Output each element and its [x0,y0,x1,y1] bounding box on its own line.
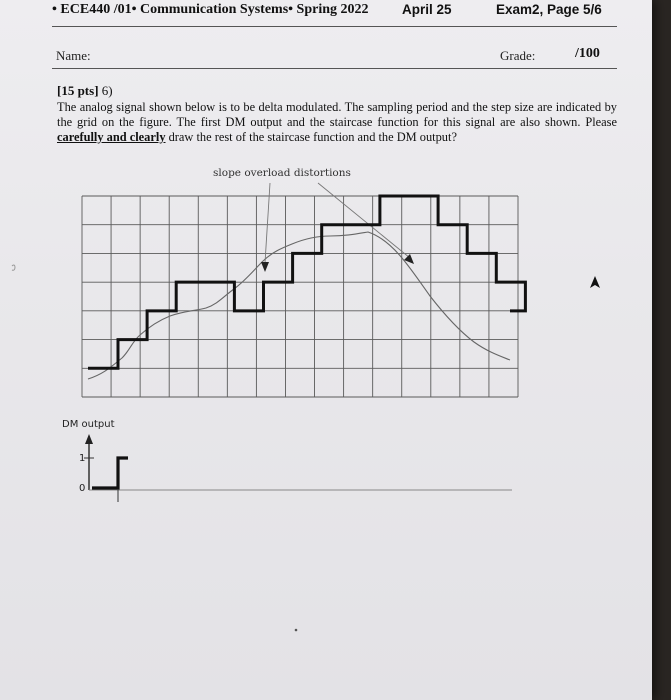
annotation-arrowhead-left [261,262,269,272]
grade-label: Grade: [500,48,536,63]
course-title: • ECE440 /01• Communication Systems• Spring 2022 [52,2,369,17]
question-text-start: The analog signal shown below is to be delta modulated. The sampling period and the step size are indicated by the grid on the figure. The first DM output and the staircase function for this signal are also shown. Please [57,100,617,129]
margin-mark [12,265,15,270]
exam-page-number: Exam2, Page 5/6 [496,2,602,17]
question-points: [15 pts] [57,83,99,98]
grade-total: /100 [575,46,600,61]
question-text-end: draw the rest of the staircase function and the DM output? [165,130,457,144]
dm-level-one: 1 [79,453,86,464]
name-label: Name: [56,48,91,63]
dm-first-output [92,458,128,488]
paper-speck [295,629,298,632]
question-emphasis: carefully and clearly [57,130,166,144]
exam-date: April 25 [402,2,452,17]
dm-axis-arrowhead [85,434,93,444]
figure-annotation: slope overload distortions [213,167,351,179]
annotation-line-right [318,183,410,258]
dm-level-zero: 0 [79,483,86,494]
question-number: 6) [101,83,113,98]
cursor-arrow-icon [590,276,600,288]
annotation-line-left [265,183,270,263]
dm-output-label: DM output [62,419,115,430]
